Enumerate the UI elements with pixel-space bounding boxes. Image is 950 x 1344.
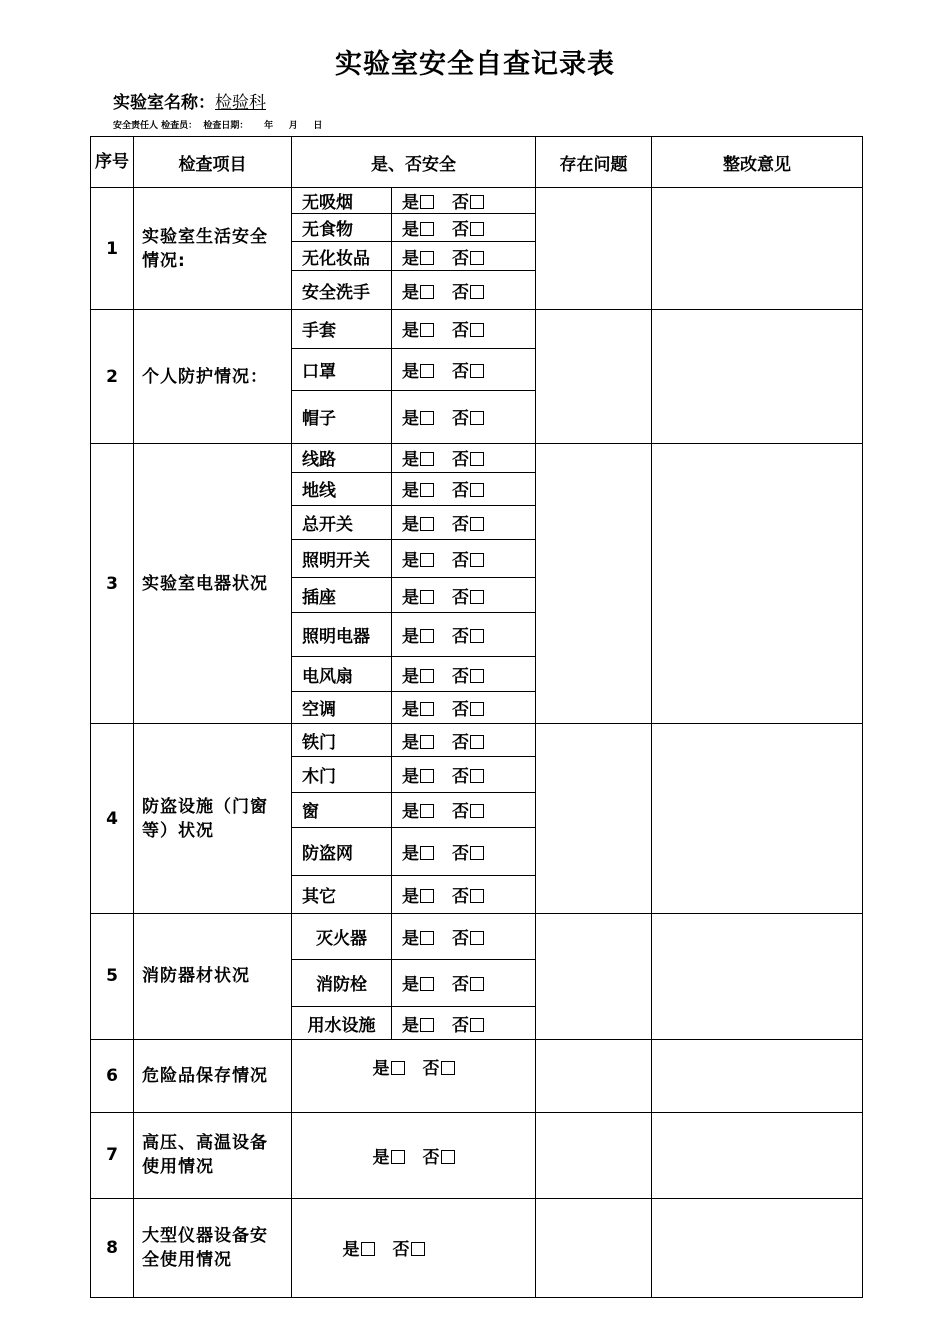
no-label: 否 — [452, 248, 469, 269]
advice-cell[interactable] — [652, 1198, 863, 1297]
yes-label: 是 — [402, 627, 419, 648]
no-label: 否 — [452, 193, 469, 214]
no-checkbox[interactable] — [470, 846, 484, 860]
no-checkbox[interactable] — [470, 411, 484, 425]
check-item: 防盗设施（门窗等）状况 — [134, 724, 292, 913]
no-checkbox[interactable] — [470, 669, 484, 683]
advice-cell[interactable] — [652, 188, 863, 310]
yes-no-options — [392, 959, 536, 1006]
lab-name-label: 实验室名称： — [113, 93, 215, 113]
table-row — [91, 913, 863, 959]
yes-label: 是 — [402, 975, 419, 996]
yes-no-options — [392, 539, 536, 577]
no-label: 否 — [392, 1240, 410, 1261]
yes-no-options — [392, 188, 536, 214]
yes-label: 是 — [402, 282, 419, 303]
yes-label: 是 — [402, 1015, 419, 1036]
yes-no-options — [392, 578, 536, 613]
no-label: 否 — [452, 732, 469, 753]
yes-label: 是 — [402, 409, 419, 430]
issues-cell[interactable] — [536, 443, 652, 724]
sub-item: 地线 — [292, 472, 392, 505]
sub-item: 灭火器 — [292, 913, 392, 959]
inspection-table — [90, 136, 863, 1298]
no-label: 否 — [452, 627, 469, 648]
sub-item: 安全洗手 — [292, 271, 392, 310]
row-number: 3 — [91, 443, 134, 724]
inspection-table-body — [91, 137, 863, 1298]
sub-item: 电风扇 — [292, 657, 392, 692]
yes-no-options — [392, 472, 536, 505]
yes-checkbox[interactable] — [420, 222, 434, 236]
no-checkbox[interactable] — [470, 452, 484, 466]
yes-label: 是 — [402, 321, 419, 342]
yes-checkbox[interactable] — [391, 1061, 405, 1075]
advice-cell[interactable] — [652, 1040, 863, 1113]
no-checkbox[interactable] — [470, 629, 484, 643]
no-checkbox[interactable] — [470, 553, 484, 567]
sub-item: 窗 — [292, 792, 392, 827]
sub-item: 照明电器 — [292, 613, 392, 657]
no-checkbox[interactable] — [470, 590, 484, 604]
yes-no-options — [392, 214, 536, 242]
sub-item: 帽子 — [292, 390, 392, 443]
no-checkbox[interactable] — [470, 483, 484, 497]
check-item: 危险品保存情况 — [134, 1040, 292, 1113]
header-item: 检查项目 — [134, 137, 292, 188]
issues-cell[interactable] — [536, 1040, 652, 1113]
yes-label: 是 — [402, 766, 419, 787]
yes-checkbox[interactable] — [420, 889, 434, 903]
yes-no-options — [392, 613, 536, 657]
sub-item: 防盗网 — [292, 827, 392, 875]
advice-cell[interactable] — [652, 1113, 863, 1198]
yes-checkbox[interactable] — [420, 364, 434, 378]
yes-no-options — [392, 827, 536, 875]
no-label: 否 — [452, 802, 469, 823]
sub-item: 其它 — [292, 875, 392, 913]
no-checkbox[interactable] — [470, 1018, 484, 1032]
no-checkbox[interactable] — [411, 1242, 425, 1256]
no-checkbox[interactable] — [470, 251, 484, 265]
yes-no-options — [392, 913, 536, 959]
no-label: 否 — [452, 975, 469, 996]
row-number: 8 — [91, 1198, 134, 1297]
no-label: 否 — [452, 514, 469, 535]
yes-checkbox[interactable] — [361, 1242, 375, 1256]
check-item: 高压、高温设备使用情况 — [134, 1113, 292, 1198]
yes-checkbox[interactable] — [420, 669, 434, 683]
yes-checkbox[interactable] — [420, 1018, 434, 1032]
no-label: 否 — [452, 409, 469, 430]
sub-item: 用水设施 — [292, 1007, 392, 1040]
yes-checkbox[interactable] — [420, 629, 434, 643]
yes-label: 是 — [402, 700, 419, 721]
no-checkbox[interactable] — [470, 931, 484, 945]
yes-checkbox[interactable] — [420, 452, 434, 466]
yes-label: 是 — [402, 802, 419, 823]
issues-cell[interactable] — [536, 913, 652, 1039]
row-number: 7 — [91, 1113, 134, 1198]
header-safe: 是、否安全 — [292, 137, 536, 188]
no-label: 否 — [452, 843, 469, 864]
yes-checkbox[interactable] — [420, 483, 434, 497]
yes-label: 是 — [402, 732, 419, 753]
sub-item: 无食物 — [292, 214, 392, 242]
check-item: 实验室电器状况 — [134, 443, 292, 724]
yes-label: 是 — [402, 587, 419, 608]
yes-label: 是 — [402, 193, 419, 214]
sub-item: 口罩 — [292, 348, 392, 390]
no-label: 否 — [452, 666, 469, 687]
yes-no-options — [392, 875, 536, 913]
yes-checkbox[interactable] — [420, 702, 434, 716]
yes-no-options — [292, 1198, 536, 1297]
issues-cell[interactable] — [536, 188, 652, 310]
no-label: 否 — [452, 481, 469, 502]
header-advice: 整改意见 — [652, 137, 863, 188]
no-checkbox[interactable] — [470, 222, 484, 236]
no-checkbox[interactable] — [470, 285, 484, 299]
yes-no-options — [392, 505, 536, 539]
yes-label: 是 — [402, 928, 419, 949]
no-label: 否 — [452, 450, 469, 471]
yes-label: 是 — [402, 361, 419, 382]
yes-checkbox[interactable] — [420, 411, 434, 425]
no-label: 否 — [422, 1059, 440, 1080]
no-label: 否 — [452, 886, 469, 907]
sub-item: 无化妆品 — [292, 242, 392, 271]
issues-cell[interactable] — [536, 1198, 652, 1297]
yes-checkbox[interactable] — [420, 804, 434, 818]
table-row — [91, 443, 863, 472]
lab-name-line — [113, 88, 266, 113]
yes-checkbox[interactable] — [420, 931, 434, 945]
row-number: 1 — [91, 188, 134, 310]
no-label: 否 — [452, 220, 469, 241]
check-item: 消防器材状况 — [134, 913, 292, 1039]
no-label: 否 — [452, 928, 469, 949]
issues-cell[interactable] — [536, 724, 652, 913]
advice-cell[interactable] — [652, 443, 863, 724]
sub-item: 空调 — [292, 692, 392, 724]
check-item: 个人防护情况： — [134, 310, 292, 443]
yes-label: 是 — [402, 248, 419, 269]
yes-checkbox[interactable] — [420, 977, 434, 991]
row-number: 6 — [91, 1040, 134, 1113]
page-title: 实验室安全自查记录表 — [335, 49, 615, 80]
yes-no-options — [392, 348, 536, 390]
sub-item: 无吸烟 — [292, 188, 392, 214]
yes-no-options — [392, 657, 536, 692]
yes-checkbox[interactable] — [391, 1150, 405, 1164]
no-label: 否 — [452, 587, 469, 608]
yes-checkbox[interactable] — [420, 553, 434, 567]
no-checkbox[interactable] — [470, 977, 484, 991]
header-issues: 存在问题 — [536, 137, 652, 188]
yes-label: 是 — [402, 666, 419, 687]
yes-label: 是 — [372, 1147, 390, 1168]
table-row — [91, 310, 863, 348]
yes-no-options — [392, 443, 536, 472]
yes-no-options — [392, 792, 536, 827]
no-checkbox[interactable] — [470, 702, 484, 716]
yes-checkbox[interactable] — [420, 590, 434, 604]
yes-no-options — [392, 390, 536, 443]
no-checkbox[interactable] — [441, 1150, 455, 1164]
table-row — [91, 1113, 863, 1198]
header-seq: 序号 — [91, 137, 134, 188]
yes-no-options — [392, 310, 536, 348]
no-checkbox[interactable] — [470, 517, 484, 531]
header-row — [91, 137, 863, 188]
sub-item: 消防栓 — [292, 959, 392, 1006]
table-row — [91, 1198, 863, 1297]
no-checkbox[interactable] — [470, 804, 484, 818]
advice-cell[interactable] — [652, 724, 863, 913]
row-number: 5 — [91, 913, 134, 1039]
row-number: 2 — [91, 310, 134, 443]
yes-checkbox[interactable] — [420, 251, 434, 265]
yes-label: 是 — [402, 843, 419, 864]
no-checkbox[interactable] — [470, 735, 484, 749]
advice-cell[interactable] — [652, 913, 863, 1039]
no-label: 否 — [452, 361, 469, 382]
yes-checkbox[interactable] — [420, 517, 434, 531]
no-label: 否 — [452, 282, 469, 303]
table-row — [91, 724, 863, 757]
yes-label: 是 — [402, 514, 419, 535]
yes-no-options — [392, 692, 536, 724]
sub-item: 照明开关 — [292, 539, 392, 577]
yes-label: 是 — [402, 450, 419, 471]
yes-no-options — [392, 724, 536, 757]
check-item: 大型仪器设备安全使用情况 — [134, 1198, 292, 1297]
yes-checkbox[interactable] — [420, 195, 434, 209]
yes-no-options — [292, 1040, 536, 1113]
issues-cell[interactable] — [536, 310, 652, 443]
yes-no-options — [392, 1007, 536, 1040]
yes-no-options — [392, 757, 536, 792]
lab-name-value: 检验科 — [215, 93, 266, 113]
no-checkbox[interactable] — [470, 195, 484, 209]
yes-no-options — [392, 271, 536, 310]
no-checkbox[interactable] — [470, 889, 484, 903]
yes-checkbox[interactable] — [420, 846, 434, 860]
yes-no-options — [292, 1113, 536, 1198]
table-row — [91, 1040, 863, 1113]
no-checkbox[interactable] — [470, 364, 484, 378]
yes-label: 是 — [372, 1059, 390, 1080]
row-number: 4 — [91, 724, 134, 913]
sub-item: 手套 — [292, 310, 392, 348]
no-checkbox[interactable] — [470, 769, 484, 783]
yes-label: 是 — [402, 481, 419, 502]
sub-item: 总开关 — [292, 505, 392, 539]
meta-line: 安全责任人 检查员： 检查日期： 年 月 日 — [113, 121, 323, 131]
no-label: 否 — [452, 550, 469, 571]
yes-checkbox[interactable] — [420, 323, 434, 337]
yes-no-options — [392, 242, 536, 271]
check-item: 实验室生活安全情况: — [134, 188, 292, 310]
yes-label: 是 — [402, 886, 419, 907]
issues-cell[interactable] — [536, 1113, 652, 1198]
no-label: 否 — [422, 1147, 440, 1168]
sub-item: 木门 — [292, 757, 392, 792]
no-checkbox[interactable] — [470, 323, 484, 337]
yes-checkbox[interactable] — [420, 769, 434, 783]
sub-item: 铁门 — [292, 724, 392, 757]
no-label: 否 — [452, 1015, 469, 1036]
no-label: 否 — [452, 700, 469, 721]
no-label: 否 — [452, 321, 469, 342]
yes-checkbox[interactable] — [420, 735, 434, 749]
sub-item: 线路 — [292, 443, 392, 472]
yes-label: 是 — [402, 550, 419, 571]
yes-checkbox[interactable] — [420, 285, 434, 299]
no-checkbox[interactable] — [441, 1061, 455, 1075]
yes-label: 是 — [402, 220, 419, 241]
no-label: 否 — [452, 766, 469, 787]
sub-item: 插座 — [292, 578, 392, 613]
table-row — [91, 188, 863, 214]
advice-cell[interactable] — [652, 310, 863, 443]
yes-label: 是 — [342, 1240, 360, 1261]
